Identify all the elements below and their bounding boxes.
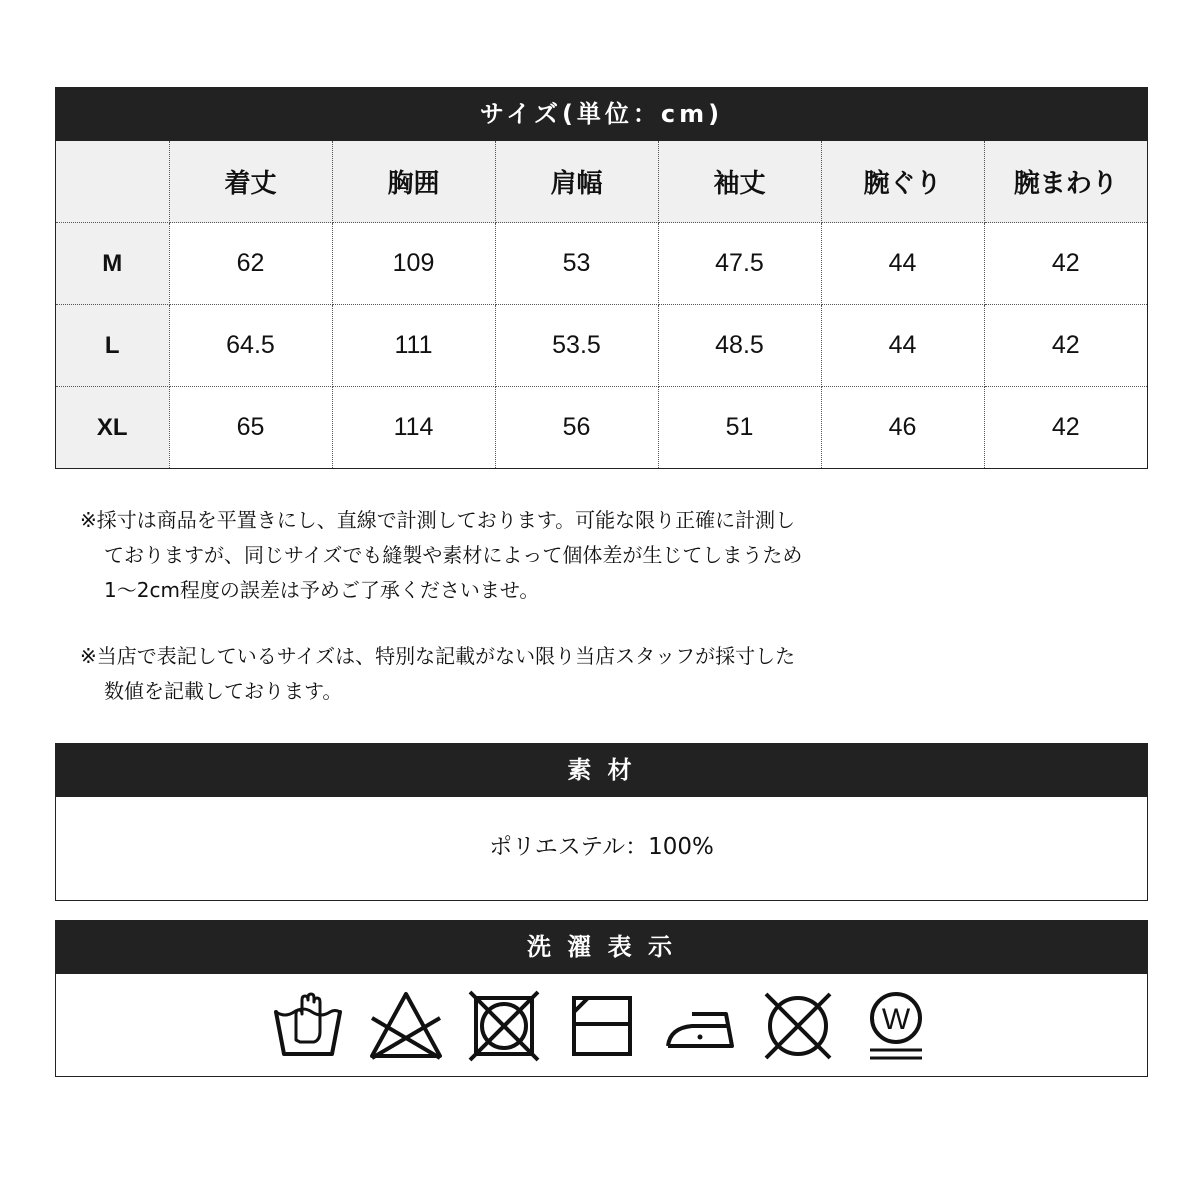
size-table bbox=[56, 141, 1147, 468]
column-header: 胸囲 bbox=[332, 141, 495, 223]
table-cell: 48.5 bbox=[658, 305, 821, 387]
table-row bbox=[56, 387, 1147, 469]
table-corner-cell bbox=[56, 141, 169, 223]
column-header: 腕まわり bbox=[984, 141, 1147, 223]
note-line: 数値を記載しております。 bbox=[104, 679, 343, 703]
table-row bbox=[56, 305, 1147, 387]
column-header: 袖丈 bbox=[658, 141, 821, 223]
table-cell: 65 bbox=[169, 387, 332, 469]
washing-section bbox=[55, 920, 1148, 1077]
size-label: L bbox=[56, 305, 169, 387]
hand-wash-icon bbox=[270, 988, 346, 1064]
note-line: 1〜2cm程度の誤差は予めご了承くださいませ。 bbox=[104, 578, 540, 602]
care-symbols-row bbox=[56, 974, 1147, 1078]
table-cell: 109 bbox=[332, 223, 495, 305]
washing-title: 洗 濯 表 示 bbox=[56, 921, 1147, 974]
table-cell: 111 bbox=[332, 305, 495, 387]
size-label: XL bbox=[56, 387, 169, 469]
wet-clean-gentle-icon bbox=[858, 988, 934, 1064]
table-cell: 62 bbox=[169, 223, 332, 305]
iron-low-icon bbox=[662, 988, 738, 1064]
table-cell: 46 bbox=[821, 387, 984, 469]
note-line: ※当店で表記しているサイズは、特別な記載がない限り当店スタッフが採寸した bbox=[80, 644, 796, 668]
note-line: ておりますが、同じサイズでも縫製や素材によって個体差が生じてしまうため bbox=[104, 543, 803, 567]
column-header: 着丈 bbox=[169, 141, 332, 223]
material-content: ポリエステル：100% bbox=[489, 834, 714, 860]
table-row bbox=[56, 223, 1147, 305]
size-chart-title: サイズ(単位：cm) bbox=[56, 88, 1147, 141]
size-display-note bbox=[80, 639, 980, 709]
table-cell: 47.5 bbox=[658, 223, 821, 305]
table-cell: 42 bbox=[984, 305, 1147, 387]
no-dry-clean-icon bbox=[760, 988, 836, 1064]
table-cell: 44 bbox=[821, 223, 984, 305]
no-tumble-dry-icon bbox=[466, 988, 542, 1064]
no-bleach-icon bbox=[368, 988, 444, 1064]
table-cell: 53.5 bbox=[495, 305, 658, 387]
size-label: M bbox=[56, 223, 169, 305]
measurement-note bbox=[80, 503, 980, 608]
table-cell: 42 bbox=[1051, 413, 1080, 441]
line-dry-shade-icon bbox=[564, 988, 640, 1064]
table-cell: 114 bbox=[332, 387, 495, 469]
table-cell: 53 bbox=[495, 223, 658, 305]
column-header: 腕ぐり bbox=[821, 141, 984, 223]
size-chart-section bbox=[55, 87, 1148, 469]
column-header: 肩幅 bbox=[495, 141, 658, 223]
material-section bbox=[55, 743, 1148, 901]
table-cell: 64.5 bbox=[169, 305, 332, 387]
table-cell: 42 bbox=[984, 223, 1147, 305]
table-cell: 51 bbox=[658, 387, 821, 469]
table-cell: 44 bbox=[821, 305, 984, 387]
table-header-row bbox=[56, 141, 1147, 223]
wet-clean-letter: W bbox=[881, 1003, 910, 1036]
note-line: ※採寸は商品を平置きにし、直線で計測しております。可能な限り正確に計測し bbox=[80, 508, 796, 532]
table-cell: 56 bbox=[495, 387, 658, 469]
material-title: 素 材 bbox=[56, 744, 1147, 797]
